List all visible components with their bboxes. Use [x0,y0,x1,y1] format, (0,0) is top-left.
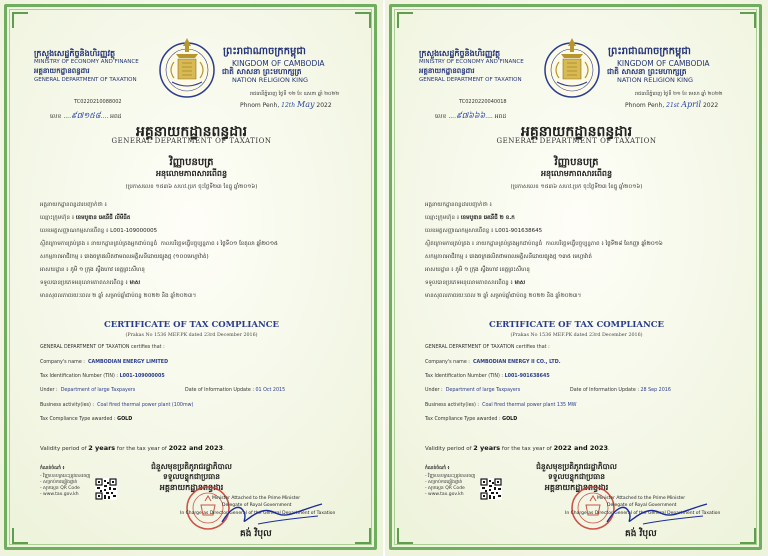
ministry-name-en: MINISTRY OF ECONOMY AND FINANCE [34,59,139,65]
signatory-title-line: In Charge as Director General of the General Department of Taxation [565,511,721,516]
reference-code: TC0220210088002 [74,99,122,105]
reference-code: TC0220220040018 [459,99,507,105]
signature-block-kh-line: ទទួលបន្ទុកជាប្រធាន [163,472,220,481]
activity-label-en: Business activity(ies) : [425,403,480,408]
note-line: - សូមស្កេន QR Code [425,486,465,491]
corner-ornament [355,528,371,544]
type-row-en [40,417,132,422]
signer-name-kh: គង់ វិបុល [240,529,272,539]
signatory-title-line: Delegate of Royal Government [607,503,677,508]
activity-value-kh: រោងចក្រផលិតថាមពលអគ្គិសនីដោយធ្យូងថ្ម (១០០មេហ្គាវ៉ាត់) [84,254,209,260]
reference-number: លេខ ....៩៧៦៦៦.... អពដ [435,111,507,120]
company-row-kh [425,214,515,222]
kingdom-name-en: KINGDOM OF CAMBODIA [617,59,710,68]
tin-row-kh [40,227,157,235]
note-line: - www.tax.gov.kh [425,492,464,497]
signatory-title-line: Minister Attached to the Prime Minister [597,496,686,501]
type-value-kh: មាស [129,280,141,286]
under-row-en [40,388,135,393]
address-value-kh: ភូមិ ១ ក្រុង ស្ទឹងហាវ ខេត្តព្រះសីហនុ [455,267,530,273]
company-value-en: CAMBODIAN ENERGY LIMITED [87,360,169,365]
company-value-kh: ខេមបូឌាន អេនើជី ២ ខ.ក [460,215,515,221]
signature-icon [603,498,713,534]
issue-date-day: 21st [666,102,680,109]
type-label-kh: ទទួលបានប្រភេទអនុលោមភាពសារពើពន្ធ ៖ [40,280,128,286]
department-name-en: GENERAL DEPARTMENT OF TAXATION [419,77,522,83]
issue-date-kh: រាជធានីភ្នំពេញ ថ្ងៃទី ២១ ខែ មេសា ឆ្នាំ ២០២២ [635,91,723,97]
activity-row-kh [40,253,209,261]
tin-value-kh: L001-901638645 [495,228,543,234]
note-line: - វិញ្ញាបនបត្រនេះត្រូវបានចេញ [40,474,91,479]
company-row-en [40,360,168,365]
note-line: - សម្រាប់ការផ្ទៀងផ្ទាត់ [40,480,78,485]
note-line: - www.tax.gov.kh [40,492,79,497]
issue-date-day: 12th [281,102,296,109]
under-label-kh: ស្ថិតក្រោមការគ្រប់គ្រង ៖ នាយកដ្ឋានគ្រប់គ្រងអ្នកជាប់ពន្ធធំ [40,241,158,247]
date-update-value-en: 01 Oct 2015 [255,388,286,393]
certifies-en: GENERAL DEPARTMENT OF TAXATION certifies that : [40,345,165,350]
activity-value-kh: រោងចក្រផលិតថាមពលអគ្គិសនីដោយធ្យូងថ្ម ១៣៥ មេហ្គាវ៉ាត់ [469,254,592,260]
company-row-kh [40,214,130,222]
activity-label-en: Business activity(ies) : [40,403,95,408]
issue-date-prefix: Phnom Penh, [625,102,667,109]
reference-number-handwritten: ៩៧១៥៨ [70,111,101,120]
address-row-kh [425,266,530,274]
gdt-emblem-icon [543,32,601,104]
date-update-row-en [185,388,285,393]
department-title-kh: អគ្គនាយកដ្ឋានពន្ធដារ [135,124,248,140]
company-label-en: Company's name : [425,360,470,365]
validity-tax-years: 2022 and 2023 [553,444,608,452]
signature-block-kh-line: ជំនួសមុខប្រតិភូរាជរដ្ឋាភិបាល [536,462,617,471]
tin-value-kh: L001-109000005 [110,228,158,234]
gdt-emblem-icon [158,32,216,104]
validity-end: . [607,446,610,452]
issue-date-en [240,100,332,109]
reference-label: លេខ [435,113,447,120]
activity-row-en [425,403,577,408]
issue-date-kh: រាជធានីភ្នំពេញ ថ្ងៃទី ១២ ខែ ឧសភា ឆ្នាំ ២០២២ [250,91,340,97]
under-row-en [425,388,520,393]
date-update-label-kh: កាលបរិច្ឆេទធ្វើបច្ចុប្បន្នភាព ៖ [160,241,219,247]
activity-row-en [40,403,193,408]
type-row-kh [425,279,525,287]
ministry-name-en: MINISTRY OF ECONOMY AND FINANCE [419,59,524,65]
notes-title: កំណត់ចំណាំ ៖ [425,466,450,471]
tin-row-kh [425,227,542,235]
issue-date-en [625,100,718,109]
type-row-en [425,417,517,422]
under-row-kh [425,240,663,248]
certifies-kh: អគ្គនាយកដ្ឋានពន្ធដារបញ្ជាក់ថា ៖ [425,202,492,208]
address-label-kh: អាសយដ្ឋាន ៖ [425,267,454,273]
validity-kh: មានសុពលភាពរយៈពេល ២ ឆ្នាំ សម្រាប់ឆ្នាំជាប់ពន្ធ ២០២២ និង ឆ្នាំ២០២៣។ [425,293,582,299]
issue-date-year: 2022 [316,102,332,109]
certifies-kh: អគ្គនាយកដ្ឋានពន្ធដារបញ្ជាក់ថា ៖ [40,202,107,208]
validity-tax-years: 2022 and 2023 [168,444,223,452]
motto-en: NATION RELIGION KING [232,76,308,84]
validity-en [40,444,225,452]
notes-title: កំណត់ចំណាំ ៖ [40,466,65,471]
note-line: - សម្រាប់ការផ្ទៀងផ្ទាត់ [425,480,463,485]
certificate-card [0,0,383,556]
motto-kh: ជាតិ សាសនា ព្រះមហាក្សត្រ [607,67,687,76]
prakas-reference-kh: (ប្រកាសលេខ ១៥៣៦ សហវ.ប្រក ចុះថ្ងៃទី២៣ ខែធ្នូ ឆ្នាំ២០១៦) [510,184,643,190]
signature-block-kh-line: ជំនួសមុខប្រតិភូរាជរដ្ឋាភិបាល [151,462,232,471]
tin-label-en: Tax Identification Number (TIN) : [40,374,119,379]
date-update-value-kh: ថ្ងៃទី០១ ខែតុលា ឆ្នាំ២០១៥ [220,241,278,247]
note-line: - វិញ្ញាបនបត្រនេះត្រូវបានចេញ [425,474,476,479]
reference-label: លេខ [50,113,62,120]
certificate-title-en: CERTIFICATE OF TAX COMPLIANCE [103,320,280,330]
reference-suffix: អពដ [494,113,507,120]
note-line: - សូមស្កេន QR Code [40,486,80,491]
department-name-kh: អគ្គនាយកដ្ឋានពន្ធដារ [419,67,475,75]
tin-row-en [425,374,550,379]
signature-block-kh-line: អគ្គនាយកដ្ឋានពន្ធដារ [544,483,609,492]
activity-label-kh: សកម្មភាពអាជីវកម្ម ៖ [425,254,468,260]
validity-text-c: for the tax year of [501,446,552,452]
company-label-kh: ឈ្មោះក្រុមហ៊ុន ៖ [40,215,75,221]
issue-date-month: May [297,100,315,109]
prakas-reference-kh: (ប្រកាសលេខ ១៥៣៦ សហវ.ប្រក ចុះថ្ងៃទី២៣ ខែធ្នូ ឆ្នាំ២០១៦) [125,184,258,190]
corner-ornament [355,12,371,28]
under-label-en: Under : [40,388,58,393]
kingdom-name-kh: ព្រះរាជាណាចក្រកម្ពុជា [223,46,306,57]
corner-ornament [397,12,413,28]
under-row-kh [40,240,278,248]
tin-label-kh: លេខអត្តសញ្ញាណកម្មសារពើពន្ធ ៖ [40,228,109,234]
reference-number-handwritten: ៩៧៦៦៦ [455,111,486,120]
type-value-kh: មាស [514,280,526,286]
signatory-title-line: In Charge as Director General of the General Department of Taxation [180,511,336,516]
validity-years: 2 years [88,444,116,452]
department-title-kh: អគ្គនាយកដ្ឋានពន្ធដារ [520,124,633,140]
department-name-kh: អគ្គនាយកដ្ឋានពន្ធដារ [34,67,90,75]
date-update-row-en [570,388,671,393]
prakas-reference-en: (Prakas No 1536 MEF.PK dated 23rd December 2016) [510,333,643,338]
type-row-kh [40,279,140,287]
company-value-en: CAMBODIAN ENERGY II CO., LTD. [472,360,561,365]
company-row-en [425,360,561,365]
activity-value-en: Coal fired thermal power plant 135 MW [482,403,577,408]
tin-label-kh: លេខអត្តសញ្ញាណកម្មសារពើពន្ធ ៖ [425,228,494,234]
corner-ornament [740,12,756,28]
motto-en: NATION RELIGION KING [617,76,693,84]
validity-text-c: for the tax year of [116,446,167,452]
activity-row-kh [425,253,592,261]
certificate-card [385,0,768,556]
issue-date-month: April [681,100,702,109]
address-value-kh: ភូមិ ១ ក្រុង ស្ទឹងហាវ ខេត្តព្រះសីហនុ [70,267,145,273]
address-row-kh [40,266,145,274]
under-value-en: Department of large Taxpayers [60,388,136,393]
tin-value-en: L001-901638645 [504,374,550,379]
kingdom-name-kh: ព្រះរាជាណាចក្រកម្ពុជា [608,46,691,57]
corner-ornament [740,528,756,544]
certifies-en: GENERAL DEPARTMENT OF TAXATION certifies that : [425,345,550,350]
signature-block-kh-line: អគ្គនាយកដ្ឋានពន្ធដារ [159,483,224,492]
department-name-en: GENERAL DEPARTMENT OF TAXATION [34,77,137,83]
activity-value-en: Coal fired thermal power plant (100mw) [97,403,194,408]
company-value-kh: ខេមបូឌាន អេនើជី លីមីធីត [75,215,131,221]
company-label-en: Company's name : [40,360,85,365]
corner-ornament [397,528,413,544]
date-update-label-en: Date of Information Update : [185,388,254,393]
company-label-kh: ឈ្មោះក្រុមហ៊ុន ៖ [425,215,460,221]
type-label-en: Tax Compliance Type awarded : [40,417,116,422]
signature-icon [218,498,328,534]
under-label-en: Under : [425,388,443,393]
validity-text-a: Validity period of [425,446,472,452]
signer-name-kh: គង់ វិបុល [625,529,657,539]
ministry-name-kh: ក្រសួងសេដ្ឋកិច្ចនិងហិរញ្ញវត្ថុ [34,49,116,58]
type-value-en: GOLD [117,417,133,422]
type-label-kh: ទទួលបានប្រភេទអនុលោមភាពសារពើពន្ធ ៖ [425,280,513,286]
type-value-en: GOLD [502,417,518,422]
certificate-title-en: CERTIFICATE OF TAX COMPLIANCE [488,320,665,330]
signatory-title-line: Minister Attached to the Prime Minister [212,496,301,501]
corner-ornament [12,12,28,28]
under-label-kh: ស្ថិតក្រោមការគ្រប់គ្រង ៖ នាយកដ្ឋានគ្រប់គ្រងអ្នកជាប់ពន្ធធំ [425,241,543,247]
kingdom-name-en: KINGDOM OF CAMBODIA [232,59,325,68]
certificate-title-kh: វិញ្ញាបនបត្រ [169,157,214,168]
department-title-en: GENERAL DEPARTMENT OF TAXATION [111,137,272,145]
date-update-label-kh: កាលបរិច្ឆេទធ្វើបច្ចុប្បន្នភាព ៖ [545,241,604,247]
issue-date-prefix: Phnom Penh, [240,102,282,109]
validity-text-a: Validity period of [40,446,87,452]
department-title-en: GENERAL DEPARTMENT OF TAXATION [496,137,657,145]
corner-ornament [12,528,28,544]
validity-years: 2 years [473,444,501,452]
issue-date-year: 2022 [702,102,719,109]
reference-suffix: អពដ [110,113,122,120]
date-update-value-kh: ថ្ងៃទី២៨ ខែកញ្ញា ឆ្នាំ២០១៦ [605,241,663,247]
type-label-en: Tax Compliance Type awarded : [425,417,501,422]
activity-label-kh: សកម្មភាពអាជីវកម្ម ៖ [40,254,83,260]
reference-number: លេខ ....៩៧១៥៨.... អពដ [50,111,122,120]
under-value-en: Department of large Taxpayers [445,388,521,393]
address-label-kh: អាសយដ្ឋាន ៖ [40,267,69,273]
motto-kh: ជាតិ សាសនា ព្រះមហាក្សត្រ [222,67,302,76]
certificate-subtitle-kh: អនុលោមភាពសារពើពន្ធ [155,169,228,178]
date-update-value-en: 28 Sep 2016 [640,388,671,393]
validity-end: . [222,446,225,452]
validity-en [425,444,610,452]
certificate-title-kh: វិញ្ញាបនបត្រ [554,157,599,168]
ministry-name-kh: ក្រសួងសេដ្ឋកិច្ចនិងហិរញ្ញវត្ថុ [419,49,501,58]
date-update-label-en: Date of Information Update : [570,388,639,393]
prakas-reference-en: (Prakas No 1536 MEF.PK dated 23rd December 2016) [125,333,258,338]
certificate-subtitle-kh: អនុលោមភាពសារពើពន្ធ [540,169,613,178]
signatory-title-line: Delegate of Royal Government [222,503,292,508]
tin-label-en: Tax Identification Number (TIN) : [425,374,504,379]
validity-kh: មានសុពលភាពរយៈពេល ២ ឆ្នាំ សម្រាប់ឆ្នាំជាប់ពន្ធ ២០២២ និង ឆ្នាំ២០២៣។ [40,293,197,299]
signature-block-kh-line: ទទួលបន្ទុកជាប្រធាន [548,472,605,481]
tin-value-en: L001-109000005 [119,374,165,379]
tin-row-en [40,374,165,379]
